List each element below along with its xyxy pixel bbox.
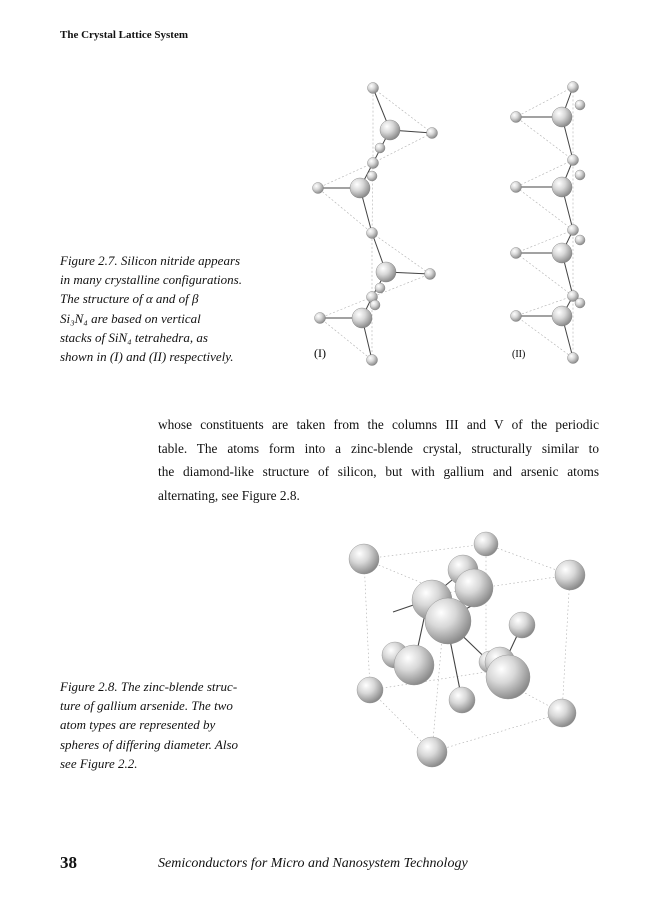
figure-label-i: (I) [314, 346, 326, 360]
alpha-si3n4-tetrahedra-stack [313, 83, 438, 366]
figure-label-ii: (II) [512, 349, 526, 360]
caption-line: see Figure 2.2. [60, 755, 138, 771]
paragraph-line: whose constituents are taken from the columns III and V of the periodic [158, 417, 599, 432]
caption-line: Si₃N₄ are based on vertical [60, 310, 201, 326]
paragraph-line: table. The atoms form into a zinc-blende crystal, structurally similar to [158, 440, 599, 456]
paragraph-line: alternating, see Figure 2.8. [158, 487, 300, 503]
figure-2-7-caption [60, 251, 242, 366]
page-number: 38 [60, 853, 77, 872]
caption-line: in many crystalline configurations. [60, 272, 242, 288]
caption-line: atom types are represented by [60, 717, 216, 733]
caption-line: shown in (I) and (II) respectively. [60, 349, 234, 365]
body-paragraph [158, 413, 599, 507]
figure-2-8-caption [60, 677, 238, 773]
book-title: Semiconductors for Micro and Nanosystem Technology [158, 856, 468, 871]
caption-line: The structure of α and of β [60, 291, 199, 307]
caption-line: ture of gallium arsenide. The two [60, 698, 233, 714]
caption-line: stacks of SiN₄ tetrahedra, as [60, 329, 208, 345]
paragraph-line: the diamond-like structure of silicon, but with gallium and arsenic atoms [158, 464, 599, 480]
caption-line: spheres of differing diameter. Also [60, 736, 239, 752]
caption-line: Figure 2.7. Silicon nitride appears [60, 253, 241, 268]
zinc-blende-cube [349, 532, 585, 767]
caption-line: Figure 2.8. The zinc-blende struc- [60, 679, 238, 694]
running-header: The Crystal Lattice System [60, 29, 189, 41]
beta-si3n4-tetrahedra-stack [511, 82, 586, 364]
